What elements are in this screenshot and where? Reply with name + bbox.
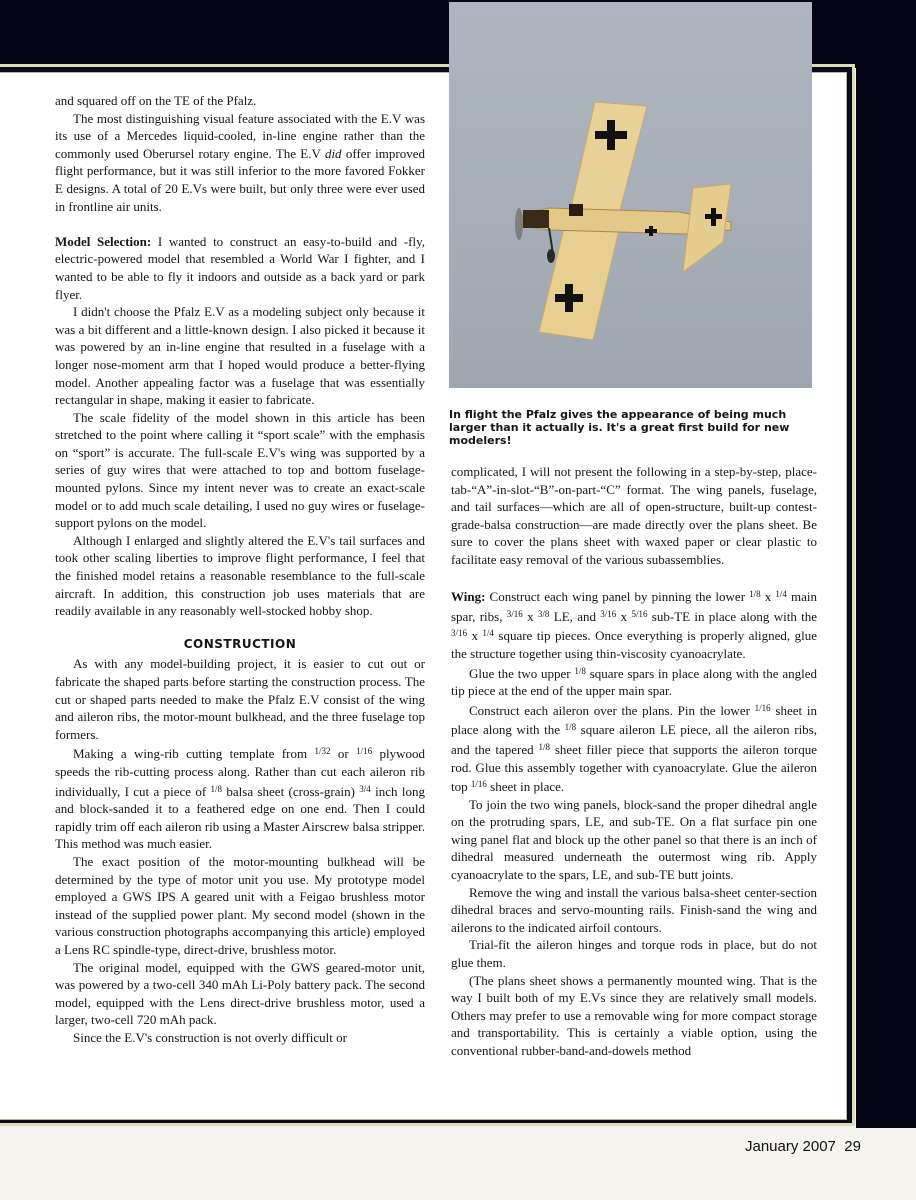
section-heading: CONSTRUCTION <box>183 636 297 651</box>
paragraph: The original model, equipped with the GWS geared-motor unit, was powered by a two-cell 340 mAh Li-Poly battery pack. The second model, equipped with the Lens direct-drive brushless motor, used a larger, two-cell 720 mAh pack. <box>55 959 425 1028</box>
paragraph: As with any model-building project, it is easier to cut out or fabricate the shaped parts before starting the construction process. The cut or shaped parts needed to make the Pfalz E.V consist of the wing and aileron ribs, the motor-mount bulkhead, and the three fuselage top formers. <box>55 656 425 742</box>
right-dark-band <box>856 0 916 1128</box>
paragraph: To join the two wing panels, block-sand the proper dihedral angle on the protruding spars, LE, and sub-TE. On a flat surface pin one wing panel flat and block up the other panel so that there is an inch of dihedral measured underneath the outermost wing rib. Apply cyanoacrylate to the spars, LE, and sub-TE butt joints. <box>451 796 817 883</box>
paragraph: I didn't choose the Pfalz E.V as a modeling subject only because it was a bit different and a little-known design. I also picked it because it was powered by an in-line engine that resulted in a fuselage with a longer nose-moment arm that I hoped would produce a better-flying model. Another appealing factor was a fuselage that was essentially rectangular in shape, making it easier to fabricate. <box>55 304 425 408</box>
paragraph: Since the E.V's construction is not overly difficult or <box>73 1029 347 1045</box>
airplane-icon <box>449 2 812 388</box>
paragraph: The exact position of the motor-mounting bulkhead will be determined by the type of motor unit you use. My prototype model employed a GWS IPS A geared unit with a Feigao brushless motor instead of the supplied power plant. My second model (shown in the various construction photographs accompanying this article) employed a Lens RC spindle-type, direct-drive, brushless motor. <box>55 853 425 957</box>
page-folio <box>745 1138 861 1155</box>
airplane-photo <box>449 2 812 388</box>
paragraph: Trial-fit the aileron hinges and torque rods in place, but do not glue them. <box>451 937 817 971</box>
paragraph: (The plans sheet shows a permanently mounted wing. That is the way I built both of my E.Vs since they are relatively small models. Others may prefer to use a removable wing for more compact storage and transportability. This is certainly a viable option, using the conventional rubber-band-and-dowels method <box>451 972 817 1058</box>
paragraph: The scale fidelity of the model shown in this article has been stretched to the point where calling it “sport scale” with the emphasis on “sport” is accurate. The full-scale E.V's wing was supported by a series of guy wires that were attached to top and bottom fuselage-mounted pylons. Since my intent never was to create an exact-scale model or to add much scale detailing, I used no guy wires or fuselage-support pylons on the model. <box>55 409 425 531</box>
left-column <box>55 92 425 1046</box>
paragraph: The most distinguishing visual feature associated with the E.V was its use of a Mercedes liquid-cooled, in-line engine rather than the commonly used Oberursel rotary engine. The E.V did offer improved flight performance, but it was still inferior to the more favored Fokker E designs. A total of 20 E.Vs were built, but only three were ever used in frontline air units. <box>55 110 425 214</box>
paragraph: Although I enlarged and slightly altered the E.V's tail surfaces and took other scaling liberties to improve flight performance, I feel that the finished model retains a reasonable resemblance to the full-scale aircraft. In addition, this construction job uses materials that are readily available in any reasonably well-stocked hobby shop. <box>55 532 425 619</box>
paragraph: Construct each aileron over the plans. Pin the lower $^{1/16}$ sheet in place along with the $^{1/8}$ square aileron LE piece, all the aileron ribs, and the tapered $^{1/8}$ sheet filler piece that supports the aileron torque rod. Glue this assembly together with cyanoacrylate. Glue the aileron top $^{1/16}$ sheet in place. <box>451 702 818 795</box>
paragraph: complicated, I will not present the following in a step-by-step, place-tab-“A”-in-slot-“B”-on-part-“C” format. The wing panels, fuselage, and tail surfaces—which are all of open-structure, built-up contest-grade-balsa construction—are made directly over the plans sheet. Be sure to cover the plans sheet with waxed paper or clear plastic to facilitate easy removal of the various subassemblies. <box>451 464 817 567</box>
paragraph: Remove the wing and install the various balsa-sheet center-section dihedral braces and servo-mounting rails. Finish-sand the wing and ailerons to the indicated airfoil contours. <box>451 884 817 935</box>
paragraph: Wing: Construct each wing panel by pinning the lower $^{1/8}$ x $^{1/4}$ main spar, ribs, $^{3/16}$ x $^{3/8}$ LE, and $^{3/16}$ x $^{5/16}$ sub-TE in place along with the $^{3/16}$ x $^{1/4}$ square tip pieces. Once everything is properly aligned, glue the structure together using thin-viscosity cyanoacrylate. <box>451 589 818 661</box>
paragraph: Glue the two upper $^{1/8}$ square spars in place along with the angled tip piece at the end of the upper main spar. <box>451 665 817 699</box>
photo-caption: In flight the Pfalz gives the appearance of being much larger than it actually is. It's a great first build for new modelers! <box>449 408 790 447</box>
paragraph: and squared off on the TE of the Pfalz. <box>55 93 257 108</box>
issue-date: January 2007 <box>745 1138 836 1155</box>
page-number: 29 <box>844 1138 861 1155</box>
right-column <box>451 463 817 1060</box>
paragraph: Model Selection: I wanted to construct an easy-to-build and -fly, electric-powered model that resembled a World War I fighter, and I wanted to be able to fly it indoors and outside as a back yard or park flyer. <box>55 233 425 302</box>
paragraph: Making a wing-rib cutting template from $^{1/32}$ or $^{1/16}$ plywood speeds the rib-cutting process along. Rather than cut each aileron rib individually, I cut a piece of $^{1/8}$ balsa sheet (cross-grain) $^{3/4}$ inch long and block-sanded it to a feathered edge on one end. Then I could rapidly trim off each aileron rib using a Master Airscrew balsa stripper. This method was much easier. <box>55 746 425 852</box>
